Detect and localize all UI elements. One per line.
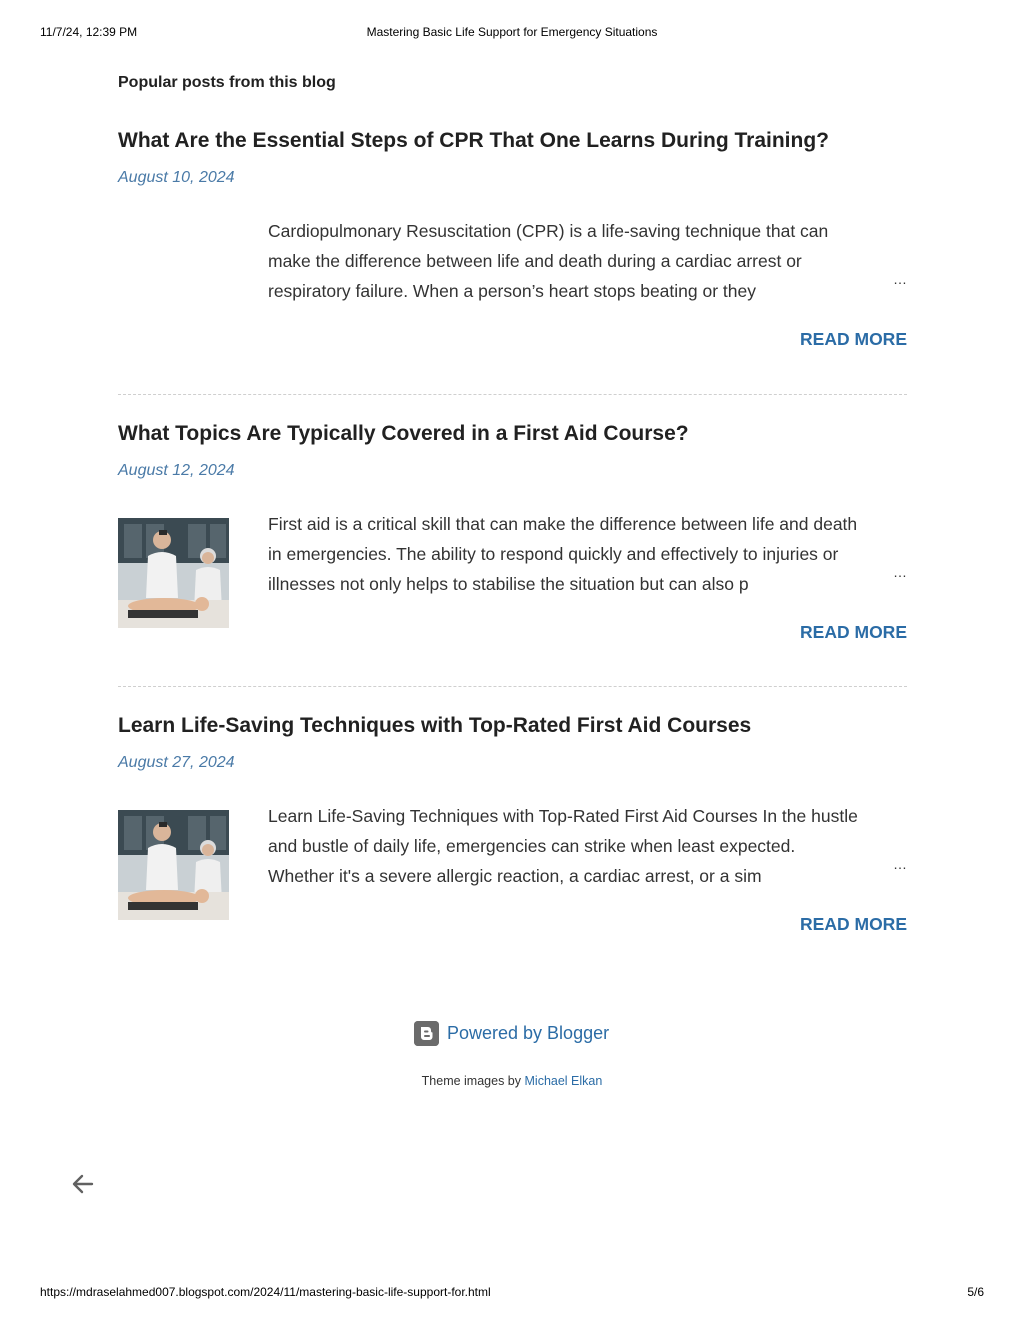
post-thumbnail[interactable] (118, 518, 229, 628)
snippet-ellipsis: … (893, 856, 907, 872)
print-footer (40, 1285, 984, 1301)
print-datetime: 11/7/24, 12:39 PM (40, 25, 138, 39)
read-more-link[interactable]: READ MORE (800, 914, 907, 934)
read-more-link[interactable]: READ MORE (800, 622, 907, 642)
print-url: https://mdraselahmed007.blogspot.com/2024/11/mastering-basic-life-support-for.html (40, 1285, 491, 1299)
post-divider (118, 394, 907, 395)
post-date: August 10, 2024 (118, 169, 235, 186)
post-card (118, 422, 907, 686)
post-card (118, 129, 907, 393)
snippet-ellipsis: … (893, 564, 907, 580)
snippet-line: Whether it's a severe allergic reaction, a cardiac arrest, or a sim (268, 866, 762, 886)
post-date: August 27, 2024 (118, 754, 235, 771)
post-thumbnail[interactable] (118, 810, 229, 920)
snippet-line: Cardiopulmonary Resuscitation (CPR) is a life-saving technique that can (268, 221, 829, 241)
powered-by-text: Powered by Blogger (447, 1022, 610, 1043)
snippet-line: respiratory failure. When a person’s heart stops beating or they (268, 281, 756, 301)
blogger-icon (414, 1021, 439, 1046)
print-header (40, 25, 984, 41)
read-more-link[interactable]: READ MORE (800, 329, 907, 349)
print-page-title: Mastering Basic Life Support for Emergency Situations (366, 25, 658, 39)
post-title-link[interactable]: Learn Life-Saving Techniques with Top-Rated First Aid Courses (118, 714, 752, 737)
snippet-ellipsis: … (893, 271, 907, 287)
snippet-line: and bustle of daily life, emergencies can strike when least expected. (268, 836, 796, 856)
theme-credits (0, 1074, 1024, 1088)
first-aid-training-image (118, 518, 229, 628)
theme-credit-prefix: Theme images by (421, 1074, 522, 1088)
arrow-left-icon[interactable] (70, 1171, 96, 1197)
post-snippet (268, 216, 907, 306)
snippet-line: make the difference between life and death during a cardiac arrest or (268, 251, 802, 271)
post-snippet (268, 801, 907, 891)
first-aid-training-image (118, 810, 229, 920)
post-card (118, 714, 907, 978)
post-date: August 12, 2024 (118, 462, 235, 479)
snippet-line: Learn Life-Saving Techniques with Top-Rated First Aid Courses In the hustle (268, 806, 858, 826)
section-heading: Popular posts from this blog (118, 74, 336, 91)
snippet-line: illnesses not only helps to stabilise the situation but can also p (268, 574, 749, 594)
post-title-link[interactable]: What Topics Are Typically Covered in a First Aid Course? (118, 422, 689, 445)
powered-by-blogger-link[interactable] (414, 1019, 609, 1047)
print-page-number: 5/6 (967, 1285, 984, 1299)
snippet-line: in emergencies. The ability to respond quickly and effectively to injuries or (268, 544, 839, 564)
post-title-link[interactable]: What Are the Essential Steps of CPR That One Learns During Training? (118, 129, 829, 152)
theme-credit-author-link[interactable]: Michael Elkan (524, 1074, 603, 1088)
post-snippet (268, 509, 907, 599)
snippet-line: First aid is a critical skill that can make the difference between life and death (268, 514, 858, 534)
post-divider (118, 686, 907, 687)
